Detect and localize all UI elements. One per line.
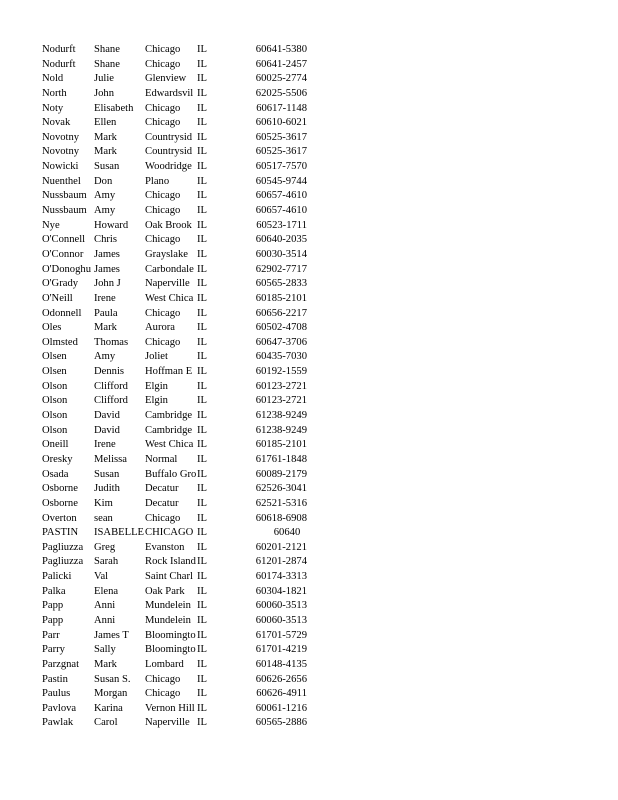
zip-cell: 60192-1559 [255, 366, 307, 378]
last-name-cell: Parry [42, 644, 65, 656]
last-name-cell: Novotny [42, 131, 80, 143]
state-cell: IL [197, 717, 207, 729]
last-name-cell: Osborne [42, 483, 78, 495]
last-name-cell: Nold [42, 73, 64, 85]
first-name-cell: Irene [94, 292, 116, 304]
first-name-cell: Amy [94, 205, 116, 217]
city-cell: Joliet [145, 351, 168, 363]
first-name-cell: Amy [94, 351, 116, 363]
last-name-cell: Pawlak [42, 717, 74, 729]
last-name-cell: Olson [42, 380, 68, 392]
last-name-cell: Olson [42, 410, 68, 422]
city-cell: Chicago [145, 336, 181, 348]
first-name-cell: Elena [94, 585, 119, 597]
state-cell: IL [197, 263, 207, 275]
zip-cell: 61761-1848 [255, 453, 307, 465]
last-name-cell: Osborne [42, 497, 78, 509]
city-cell: Decatur [145, 483, 179, 495]
first-name-cell: Carol [94, 717, 118, 729]
first-name-cell: John J [94, 278, 121, 290]
zip-cell: 60435-7030 [255, 351, 307, 363]
zip-cell: 60523-1711 [256, 219, 307, 231]
state-cell: IL [197, 44, 207, 55]
zip-cell: 60089-2179 [255, 468, 307, 480]
first-name-cell: Clifford [94, 395, 128, 407]
city-cell: Normal [145, 453, 178, 465]
city-cell: Naperville [145, 278, 190, 290]
zip-cell: 60610-6021 [255, 117, 307, 129]
zip-cell: 60565-2886 [255, 717, 307, 729]
zip-cell: 61238-9249 [255, 424, 307, 436]
zip-cell: 61701-4219 [255, 644, 307, 656]
city-cell: Chicago [145, 688, 181, 700]
last-name-cell: Paulus [42, 688, 71, 700]
city-cell: Chicago [145, 307, 181, 319]
first-name-cell: Susan [94, 468, 120, 480]
city-cell: Hoffman E [145, 366, 193, 378]
last-name-cell: Oles [42, 322, 62, 334]
first-name-cell: Don [94, 175, 113, 187]
zip-cell: 60060-3513 [255, 600, 307, 612]
city-cell: Chicago [145, 205, 181, 217]
last-name-cell: Nussbaum [42, 190, 87, 202]
last-name-cell: North [42, 87, 67, 99]
city-cell: Woodridge [145, 161, 192, 173]
first-name-cell: Irene [94, 439, 116, 451]
first-name-cell: James [94, 263, 120, 275]
state-cell: IL [197, 351, 207, 363]
city-cell: Chicago [145, 234, 181, 246]
state-cell: IL [197, 58, 207, 70]
first-name-cell: Paula [94, 307, 118, 319]
first-name-cell: John [94, 87, 115, 99]
last-name-cell: Nussbaum [42, 205, 87, 217]
city-cell: Mundelein [145, 614, 191, 626]
state-cell: IL [197, 702, 207, 714]
last-name-cell: Oresky [42, 453, 73, 465]
zip-cell: 60656-2217 [255, 307, 307, 319]
first-name-cell: Mark [94, 322, 117, 334]
first-name-cell: Mark [94, 131, 117, 143]
state-cell: IL [197, 673, 207, 685]
city-cell: West Chica [145, 439, 194, 451]
last-name-cell: Pagliuzza [42, 541, 84, 553]
last-name-cell: O'Donoghu [42, 263, 91, 275]
zip-cell: 60641-2457 [255, 58, 307, 70]
state-cell: IL [197, 146, 207, 158]
zip-cell: 60525-3617 [255, 146, 307, 158]
state-cell: IL [197, 410, 207, 422]
first-name-cell: Shane [94, 44, 120, 55]
last-name-cell: Palicki [42, 571, 72, 583]
state-cell: IL [197, 322, 207, 334]
city-cell: Aurora [145, 322, 176, 334]
state-cell: IL [197, 278, 207, 290]
city-cell: Saint Charl [145, 571, 193, 583]
first-name-cell: James [94, 248, 120, 260]
last-name-cell: O'Connell [42, 234, 86, 246]
last-name-cell: Novotny [42, 146, 80, 158]
zip-cell: 60025-2774 [255, 73, 307, 85]
city-cell: Grayslake [145, 248, 188, 260]
zip-cell: 60525-3617 [255, 131, 307, 143]
zip-cell: 60148-4135 [255, 658, 307, 670]
first-name-cell: Judith [94, 483, 120, 495]
last-name-cell: Olsen [42, 366, 67, 378]
state-cell: IL [197, 102, 207, 114]
zip-cell: 60304-1821 [255, 585, 307, 597]
last-name-cell: Odonnell [42, 307, 82, 319]
city-cell: Elgin [145, 395, 168, 407]
city-cell: Vernon Hill [145, 702, 195, 714]
first-name-cell: Thomas [94, 336, 129, 348]
last-name-cell: Overton [42, 512, 77, 524]
first-name-cell: Howard [94, 219, 129, 231]
state-cell: IL [197, 483, 207, 495]
last-name-cell: O'Grady [42, 278, 79, 290]
last-name-cell: O'Neill [42, 292, 73, 304]
first-name-cell: Sally [94, 644, 116, 656]
state-cell: IL [197, 497, 207, 509]
state-cell: IL [197, 87, 207, 99]
zip-cell: 60657-4610 [255, 205, 307, 217]
first-name-cell: Karina [94, 702, 123, 714]
first-name-cell: Mark [94, 658, 117, 670]
first-name-cell: Shane [94, 58, 120, 70]
state-cell: IL [197, 292, 207, 304]
state-cell: IL [197, 336, 207, 348]
city-cell: Edwardsvil [145, 87, 194, 99]
first-name-cell: Mark [94, 146, 117, 158]
first-name-cell: David [94, 424, 120, 436]
first-name-cell: Julie [94, 73, 115, 85]
state-cell: IL [197, 439, 207, 451]
state-cell: IL [197, 175, 207, 187]
first-name-cell: Kim [94, 497, 113, 509]
zip-cell: 60640 [273, 527, 301, 539]
zip-cell: 60617-1148 [256, 102, 307, 114]
last-name-cell: Nodurft [42, 44, 76, 55]
zip-cell: 60641-5380 [255, 44, 307, 55]
first-name-cell: Val [94, 571, 109, 583]
zip-cell: 62526-3041 [255, 483, 307, 495]
state-cell: IL [197, 131, 207, 143]
last-name-cell: Palka [42, 585, 66, 597]
first-name-cell: Amy [94, 190, 116, 202]
zip-cell: 61701-5729 [255, 629, 307, 641]
state-cell: IL [197, 644, 207, 656]
last-name-cell: Novak [42, 117, 71, 129]
city-cell: Chicago [145, 673, 181, 685]
first-name-cell: Dennis [94, 366, 125, 378]
first-name-cell: Sarah [94, 556, 119, 568]
last-name-cell: Nodurft [42, 58, 76, 70]
state-cell: IL [197, 527, 207, 539]
last-name-cell: Olmsted [42, 336, 78, 348]
last-name-cell: Osada [42, 468, 69, 480]
first-name-cell: Morgan [94, 688, 128, 700]
zip-cell: 60647-3706 [255, 336, 307, 348]
state-cell: IL [197, 629, 207, 641]
city-cell: Chicago [145, 58, 181, 70]
first-name-cell: Susan [94, 161, 120, 173]
state-cell: IL [197, 468, 207, 480]
zip-cell: 60061-1216 [255, 702, 307, 714]
zip-cell: 60185-2101 [255, 439, 307, 451]
city-cell: Oak Park [145, 585, 185, 597]
zip-cell: 60060-3513 [255, 614, 307, 626]
city-cell: Bloomingto [145, 629, 196, 641]
state-cell: IL [197, 117, 207, 129]
city-cell: Countrysid [145, 146, 193, 158]
state-cell: IL [197, 688, 207, 700]
first-name-cell: Susan S. [94, 673, 131, 685]
city-cell: Glenview [145, 73, 187, 85]
zip-cell: 60545-9744 [255, 175, 307, 187]
zip-cell: 61201-2874 [255, 556, 307, 568]
city-cell: Plano [145, 175, 170, 187]
state-cell: IL [197, 571, 207, 583]
state-cell: IL [197, 219, 207, 231]
first-name-cell: Anni [94, 614, 116, 626]
zip-cell: 60174-3313 [255, 571, 307, 583]
zip-cell: 60502-4708 [255, 322, 307, 334]
last-name-cell: PASTIN [42, 527, 79, 539]
state-cell: IL [197, 512, 207, 524]
city-cell: Bloomingto [145, 644, 196, 656]
state-cell: IL [197, 73, 207, 85]
last-name-cell: Oneill [42, 439, 69, 451]
zip-cell: 62521-5316 [255, 497, 307, 509]
last-name-cell: Olson [42, 424, 68, 436]
first-name-cell: sean [94, 512, 113, 524]
city-cell: Rock Island [145, 556, 196, 568]
state-cell: IL [197, 366, 207, 378]
state-cell: IL [197, 614, 207, 626]
zip-cell: 60517-7570 [255, 161, 307, 173]
state-cell: IL [197, 205, 207, 217]
last-name-cell: Papp [42, 600, 64, 612]
last-name-cell: Parzgnat [42, 658, 80, 670]
city-cell: Chicago [145, 117, 181, 129]
state-cell: IL [197, 556, 207, 568]
last-name-cell: Noty [42, 102, 64, 114]
zip-cell: 60030-3514 [255, 248, 307, 260]
state-cell: IL [197, 234, 207, 246]
state-cell: IL [197, 600, 207, 612]
state-cell: IL [197, 307, 207, 319]
city-cell: Countrysid [145, 131, 193, 143]
first-name-cell: Clifford [94, 380, 128, 392]
last-name-cell: Pagliuzza [42, 556, 84, 568]
city-cell: West Chica [145, 292, 194, 304]
last-name-cell: O'Connor [42, 248, 84, 260]
state-cell: IL [197, 453, 207, 465]
zip-cell: 60565-2833 [255, 278, 307, 290]
first-name-cell: Ellen [94, 117, 117, 129]
zip-cell: 60185-2101 [255, 292, 307, 304]
city-cell: Mundelein [145, 600, 191, 612]
city-cell: Evanston [145, 541, 185, 553]
last-name-cell: Nowicki [42, 161, 79, 173]
first-name-cell: Anni [94, 600, 116, 612]
last-name-cell: Nye [42, 219, 60, 231]
state-cell: IL [197, 190, 207, 202]
first-name-cell: Melissa [94, 453, 127, 465]
first-name-cell: Chris [94, 234, 117, 246]
state-cell: IL [197, 541, 207, 553]
city-cell: Cambridge [145, 410, 193, 422]
zip-cell: 60618-6908 [255, 512, 307, 524]
city-cell: Lombard [145, 658, 184, 670]
first-name-cell: Elisabeth [94, 102, 134, 114]
state-cell: IL [197, 658, 207, 670]
first-name-cell: David [94, 410, 120, 422]
zip-cell: 60626-4911 [256, 688, 307, 700]
city-cell: Oak Brook [145, 219, 192, 231]
last-name-cell: Pastin [42, 673, 68, 685]
state-cell: IL [197, 248, 207, 260]
zip-cell: 61238-9249 [255, 410, 307, 422]
last-name-cell: Olson [42, 395, 68, 407]
zip-cell: 60123-2721 [255, 380, 307, 392]
city-cell: Naperville [145, 717, 190, 729]
last-name-cell: Parr [42, 629, 60, 641]
city-cell: Chicago [145, 102, 181, 114]
last-name-cell: Olsen [42, 351, 67, 363]
first-name-cell: ISABELLE [94, 527, 145, 539]
city-cell: Buffalo Gro [145, 468, 197, 480]
city-cell: Cambridge [145, 424, 193, 436]
city-cell: Chicago [145, 190, 181, 202]
zip-cell: 62025-5506 [255, 87, 307, 99]
zip-cell: 60657-4610 [255, 190, 307, 202]
state-cell: IL [197, 161, 207, 173]
city-cell: Chicago [145, 512, 181, 524]
zip-cell: 60640-2035 [255, 234, 307, 246]
state-cell: IL [197, 585, 207, 597]
state-cell: IL [197, 424, 207, 436]
last-name-cell: Nuenthel [42, 175, 81, 187]
zip-cell: 60626-2656 [255, 673, 307, 685]
first-name-cell: Greg [94, 541, 116, 553]
first-name-cell: James T [94, 629, 129, 641]
state-cell: IL [197, 395, 207, 407]
city-cell: Decatur [145, 497, 179, 509]
last-name-cell: Pavlova [42, 702, 77, 714]
zip-cell: 60123-2721 [255, 395, 307, 407]
zip-cell: 60201-2121 [255, 541, 307, 553]
last-name-cell: Papp [42, 614, 64, 626]
city-cell: Chicago [145, 44, 181, 55]
zip-cell: 62902-7717 [255, 263, 307, 275]
city-cell: CHICAGO [145, 527, 194, 539]
state-cell: IL [197, 380, 207, 392]
city-cell: Carbondale [145, 263, 194, 275]
city-cell: Elgin [145, 380, 168, 392]
